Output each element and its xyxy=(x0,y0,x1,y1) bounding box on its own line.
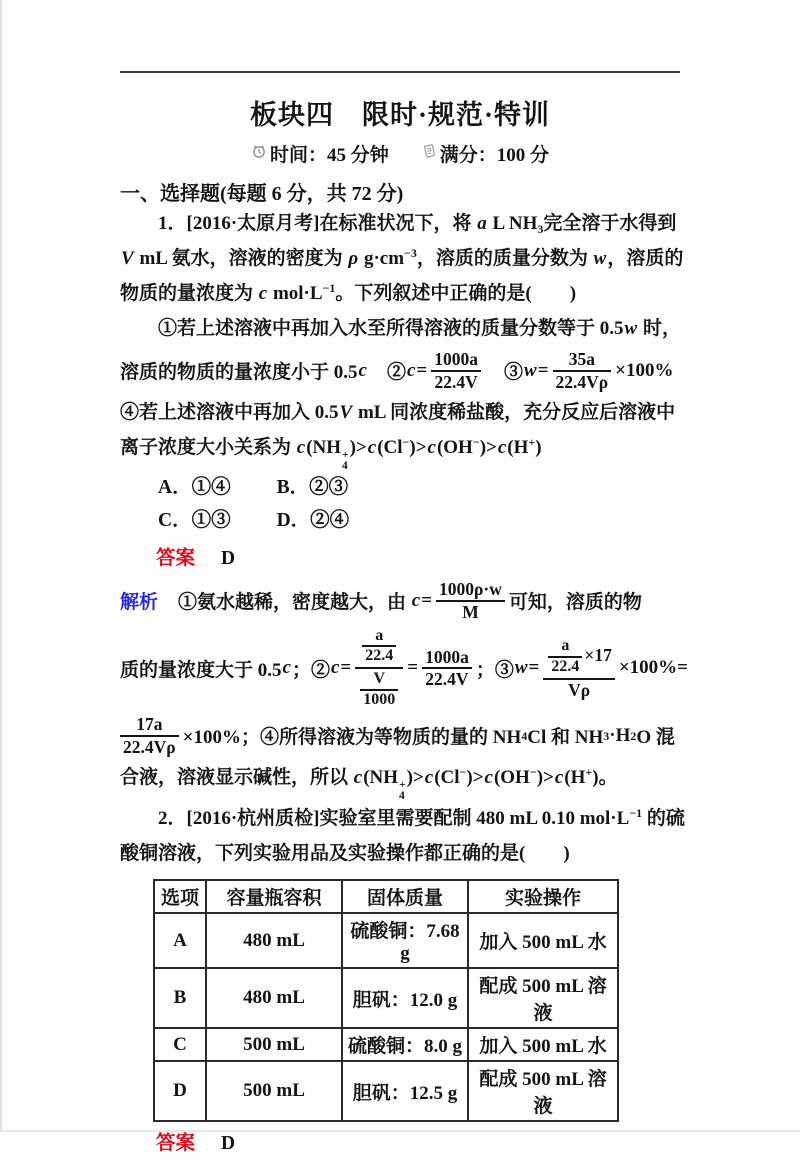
q1-options-row-1 xyxy=(120,471,680,504)
meta-row xyxy=(120,140,680,167)
q1-text: ，溶质的质量分数为 xyxy=(416,248,593,269)
q1-analysis-line-3: $\frac{17a}{22.4V\rho}$ ×100%；④所得溶液为等物质的量的 NH 4 Cl 和 NH 3 ·H 2 O 混 xyxy=(120,714,680,757)
q2-stem-line-2: 酸铜溶液，下列实验用品及实验操作都正确的是( ) xyxy=(120,843,570,865)
var-w: w xyxy=(514,657,528,679)
section-heading: 一、选择题(每题 6 分，共 72 分) xyxy=(120,183,404,205)
equals-sign: = xyxy=(416,359,428,381)
top-rule xyxy=(120,71,680,73)
analysis-text: ①氨水越稀，密度越大，由 xyxy=(178,592,411,614)
answer-value: D xyxy=(221,548,236,570)
cell-operation: 加入 500 mL 水 xyxy=(468,1028,618,1061)
fraction-a22.4x17-Vrho: $\frac{a}{22.4}$ ×17 Vρ xyxy=(543,636,614,700)
q1-text: g·cm xyxy=(359,248,405,269)
var-c: c xyxy=(258,283,268,304)
q2-text: 2．[2016·杭州质检]实验室里需要配制 480 mL 0.10 mol·L xyxy=(158,808,630,830)
cell-option: B xyxy=(154,968,206,1028)
q1-analysis-line-2 xyxy=(120,626,688,712)
ion-text: (Cl xyxy=(434,767,460,789)
superscript: −1 xyxy=(629,806,643,821)
table-row xyxy=(154,1028,618,1061)
ion-text: ) xyxy=(466,767,473,789)
var-c: c xyxy=(424,767,434,789)
page-title: 板块四 限时·规范·特训 xyxy=(249,100,550,130)
fraction-35a-22.4Vrho: $\frac{35a}{22.4V\rho}$ xyxy=(553,349,612,392)
q1-item1-line xyxy=(120,311,680,346)
col-header-solid-mass: 固体质量 xyxy=(342,880,468,913)
superscript: − xyxy=(472,435,480,450)
q1-text: L NH xyxy=(487,213,538,234)
clock-icon xyxy=(251,143,267,165)
analysis-label: 解析 xyxy=(120,592,159,614)
option-a: A．①④ xyxy=(158,477,231,499)
ion-text: (NH xyxy=(306,437,342,459)
gt-sign: > xyxy=(355,437,367,459)
q1-item4-line-1 xyxy=(120,395,680,430)
var-c: c xyxy=(358,359,367,381)
q1-text: 1．[2016·太原月考]在标准状况下，将 xyxy=(158,213,477,234)
ion-text: ) xyxy=(535,437,542,459)
item-text: ② xyxy=(367,362,406,384)
inner-fraction-a-22.4: $\frac{a}{22.4}$ xyxy=(362,627,396,667)
var-w: w xyxy=(524,359,537,381)
item-text: ④若上述溶液中再加入 0.5 xyxy=(120,402,339,424)
ion-text: (H xyxy=(507,437,529,459)
gt-sign: > xyxy=(486,437,497,459)
page-content xyxy=(120,0,688,1164)
time-label: 时间：45 分钟 xyxy=(269,145,389,166)
var-V: V xyxy=(339,402,353,424)
ion-text: ) xyxy=(406,767,413,789)
q1-text: 完全溶于水得到 xyxy=(543,213,677,234)
ion-text: ) xyxy=(409,437,416,459)
superscript: − xyxy=(402,435,410,450)
superscript: −3 xyxy=(404,246,417,260)
superscript: + xyxy=(528,435,536,450)
item-text: 时， xyxy=(638,318,681,339)
q1-analysis-line-4 xyxy=(120,760,680,801)
q2-options-table xyxy=(153,879,619,1122)
var-c: c xyxy=(282,657,291,679)
col-header-operation: 实验操作 xyxy=(468,880,618,913)
gt-sign: > xyxy=(472,767,484,789)
cell-mass: 硫酸铜：7.68 g xyxy=(342,913,468,968)
q1-answer-row xyxy=(120,542,680,575)
analysis-text: ×100%；④所得溶液为等物质的量的 NH xyxy=(182,727,522,749)
cell-mass: 胆矾：12.5 g xyxy=(342,1061,468,1121)
ion-text: ) xyxy=(592,767,599,789)
item-text: 溶质的物质的量浓度小于 0.5 xyxy=(120,362,358,384)
cell-operation: 加入 500 mL 水 xyxy=(468,913,618,968)
var-rho: ρ xyxy=(348,248,359,269)
ion-text: (NH xyxy=(363,767,399,789)
superscript: − xyxy=(529,765,537,780)
analysis-text: 。 xyxy=(598,767,618,789)
fraction-17a-22.4Vrho: $\frac{17a}{22.4V\rho}$ xyxy=(120,714,179,757)
equals-sign: = xyxy=(421,589,433,611)
superscript: −1 xyxy=(322,281,336,295)
item-text: 离子浓度大小关系为 xyxy=(120,437,296,459)
score-meta xyxy=(421,140,549,167)
item-text: ①若上述溶液中再加入水至所得溶液的质量分数等于 0.5 xyxy=(158,318,624,339)
cell-volume: 480 mL xyxy=(206,968,342,1028)
cell-volume: 500 mL xyxy=(206,1028,342,1061)
cell-option: D xyxy=(154,1061,206,1121)
var-V: V xyxy=(121,248,134,269)
var-c: c xyxy=(497,437,507,459)
percent-text: ×100% xyxy=(615,359,674,381)
answer-label: 答案 xyxy=(156,1133,196,1155)
q1-item4-line-2 xyxy=(120,430,680,471)
analysis-text: 可知，溶质的物 xyxy=(508,592,642,614)
q2-text: 的硫 xyxy=(642,808,685,830)
q1-text: 物质的量浓度为 xyxy=(120,283,258,304)
inner-fraction-a-22.4: $\frac{a}{22.4}$ xyxy=(548,637,582,677)
q1-analysis-line-1 xyxy=(120,579,680,622)
ion-text: ) xyxy=(479,437,487,459)
superscript: + xyxy=(585,765,593,780)
var-c: c xyxy=(554,767,564,789)
stacked-script-nh4: + 4 xyxy=(399,779,406,802)
q2-answer-row xyxy=(120,1127,680,1160)
analysis-text: ×100%= xyxy=(618,657,688,679)
var-c: c xyxy=(406,359,416,381)
table-header-row xyxy=(154,880,618,913)
cell-volume: 500 mL xyxy=(206,1061,342,1121)
var-a: a xyxy=(477,213,487,234)
ion-text: (H xyxy=(564,767,586,789)
var-c: c xyxy=(427,437,436,459)
cell-option: C xyxy=(154,1028,206,1061)
cell-option: A xyxy=(154,913,206,968)
var-c: c xyxy=(367,437,377,459)
stacked-script-nh4: + 4 xyxy=(342,449,349,472)
ion-text: ) xyxy=(536,767,544,789)
option-c: C．①③ xyxy=(158,510,231,532)
table-row xyxy=(154,1061,618,1121)
ion-text: (OH xyxy=(493,767,530,789)
superscript: − xyxy=(459,765,467,780)
analysis-text: 质的量浓度大于 0.5 xyxy=(120,659,282,681)
fraction-1000a-22.4V: $\frac{1000a}{22.4V}$ xyxy=(431,349,481,392)
var-w: w xyxy=(593,248,607,269)
ion-text: (OH xyxy=(436,437,473,459)
q1-stem-line-2 xyxy=(120,241,684,276)
q1-stem-line-1 xyxy=(120,206,680,241)
analysis-text: ·H xyxy=(609,724,631,746)
equals-sign: = xyxy=(537,359,549,381)
cell-operation: 配成 500 mL 溶液 xyxy=(468,1061,618,1121)
fraction-1000a-22.4V: $\frac{1000a}{22.4V}$ xyxy=(422,647,472,690)
cell-operation: 配成 500 mL 溶液 xyxy=(468,968,618,1028)
subscript: 3 xyxy=(537,222,544,236)
col-header-option: 选项 xyxy=(154,880,206,913)
ion-text: (Cl xyxy=(377,437,403,459)
col-header-flask-volume: 容量瓶容积 xyxy=(206,880,342,913)
score-label: 满分：100 分 xyxy=(439,145,550,166)
analysis-text: Cl 和 NH xyxy=(527,727,604,749)
analysis-text: 合液，溶液显示碱性，所以 xyxy=(120,767,353,789)
analysis-text: ；③ xyxy=(475,659,514,681)
cell-volume: 480 mL xyxy=(206,913,342,968)
q1-item2-line xyxy=(120,349,680,392)
cell-mass: 硫酸铜：8.0 g xyxy=(342,1028,468,1061)
var-c: c xyxy=(353,767,363,789)
q1-options-row-2 xyxy=(120,504,680,537)
analysis-text: O 混 xyxy=(636,727,675,749)
var-c: c xyxy=(411,589,421,611)
q1-text: mol·L xyxy=(268,283,323,304)
option-b: B．②③ xyxy=(276,477,349,499)
q1-text: mL 氨水，溶液的密度为 xyxy=(134,248,348,269)
equals-sign: = xyxy=(340,657,352,679)
analysis-text: ；② xyxy=(291,659,330,681)
gt-sign: > xyxy=(543,767,554,789)
option-d: D．②④ xyxy=(276,510,350,532)
q1-text: 。下列叙述中正确的是( ) xyxy=(335,283,577,304)
table-row xyxy=(154,968,618,1028)
item-text: mL 同浓度稀盐酸，充分反应后溶液中 xyxy=(353,402,676,424)
equals-sign: = xyxy=(407,657,419,679)
item-text: ③ xyxy=(484,362,523,384)
cell-mass: 胆矾：12.0 g xyxy=(342,968,468,1028)
inner-fraction-V-1000: $\frac{V}{1000}$ xyxy=(360,670,398,710)
var-c: c xyxy=(296,437,306,459)
score-sheet-icon xyxy=(421,143,437,165)
table-row xyxy=(154,913,618,968)
equals-sign: = xyxy=(528,657,540,679)
times-17: ×17 xyxy=(584,645,612,665)
q1-text: ，溶质的 xyxy=(607,248,684,269)
q2-stem-line-1 xyxy=(120,801,685,836)
nested-fraction xyxy=(355,626,403,712)
var-c: c xyxy=(330,657,340,679)
fraction-1000rhow-M: $\frac{1000\rho\cdot w}{M}$ xyxy=(436,579,505,622)
var-w: w xyxy=(624,318,638,339)
q1-stem-line-3 xyxy=(120,276,680,311)
gt-sign: > xyxy=(412,767,424,789)
gt-sign: > xyxy=(415,437,427,459)
answer-label: 答案 xyxy=(156,548,196,570)
var-c: c xyxy=(484,767,493,789)
time-meta xyxy=(251,140,389,167)
ion-text: ) xyxy=(349,437,356,459)
answer-value: D xyxy=(221,1133,236,1155)
